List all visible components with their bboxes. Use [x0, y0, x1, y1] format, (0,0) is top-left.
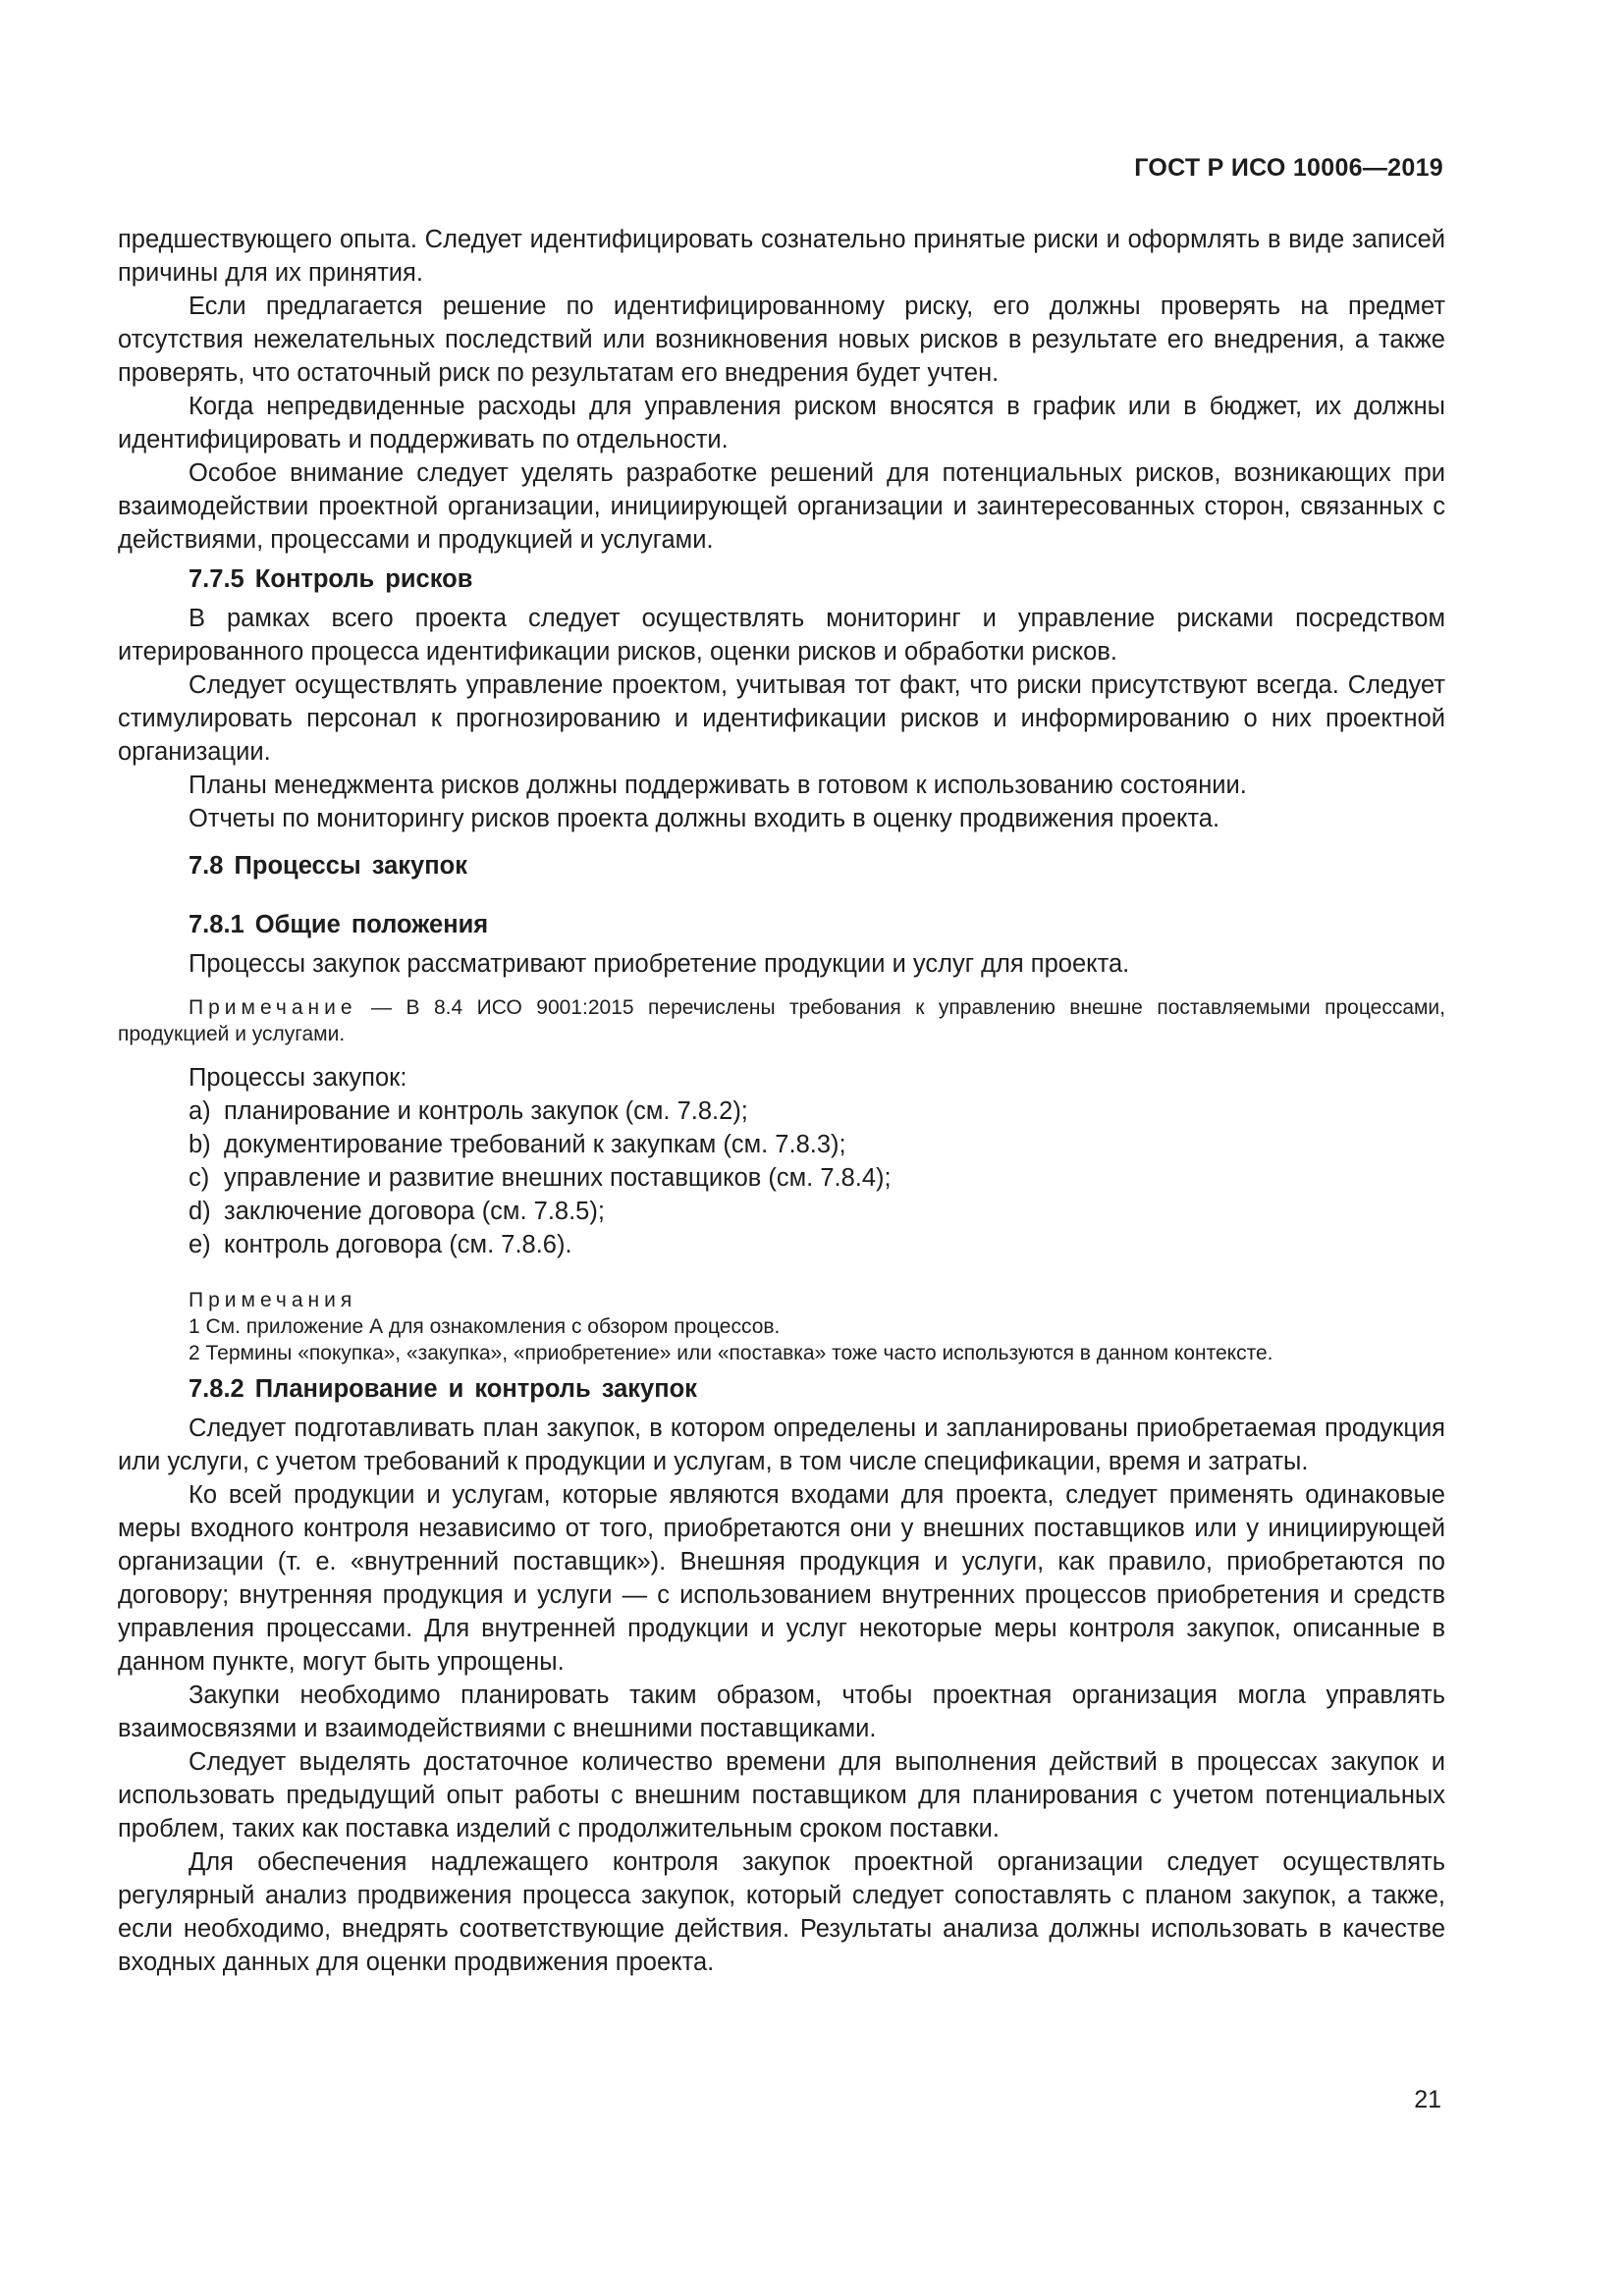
- page-content: [118, 223, 1445, 1979]
- list-item: [118, 1095, 1445, 1128]
- list-item: [118, 1195, 1445, 1228]
- list-item-text: управление и развитие внешних поставщиков (см. 7.8.4);: [224, 1164, 892, 1192]
- paragraph: Для обеспечения надлежащего контроля закупок проектной организации следует осуществлять регулярный анализ продвижения процесса закупок, который следует сопоставлять с планом закупок, а также, если необходимо, внедрять соответствующие действия. Результаты анализа должны использовать в качестве входных данных для оценки продвижения проекта.: [118, 1848, 1445, 1976]
- section-heading-7-8: 7.8 Процессы закупок: [189, 852, 467, 880]
- list-intro: Процессы закупок:: [189, 1064, 407, 1092]
- paragraph: Особое внимание следует уделять разработке решений для потенциальных рисков, возникающих при взаимодействии проектной организации, инициирующей организации и заинтересованных сторон, связанных с действиями, процессами и продукцией и услугами.: [118, 459, 1445, 554]
- page-number: 21: [1414, 2086, 1441, 2113]
- paragraph: Закупки необходимо планировать таким образом, чтобы проектная организация могла управлять взаимосвязями и взаимодействиями с внешними поставщиками.: [118, 1682, 1445, 1742]
- notes-title: Примечания: [189, 1289, 357, 1311]
- paragraph: В рамках всего проекта следует осуществлять мониторинг и управление рисками посредством итерированного процесса идентификации рисков, оценки рисков и обработки рисков.: [118, 605, 1445, 666]
- list-marker: a): [189, 1097, 211, 1125]
- list-item: [118, 1128, 1445, 1161]
- paragraph: Следует выделять достаточное количество времени для выполнения действий в процессах закупок и использовать предыдущий опыт работы с внешним поставщиком для планирования с учетом потенциальных проблем, таких как поставка изделий с продолжительным сроком поставки.: [118, 1748, 1445, 1842]
- procurement-list: [118, 1095, 1445, 1261]
- list-item-text: планирование и контроль закупок (см. 7.8.2);: [224, 1097, 748, 1125]
- note: [118, 994, 1445, 1047]
- list-item-text: заключение договора (см. 7.8.5);: [224, 1198, 605, 1225]
- paragraph: Ко всей продукции и услугам, которые являются входами для проекта, следует применять одинаковые меры входного контроля независимо от того, приобретаются они у внешних поставщиков или у инициирующей организации (т. е. «внутренний поставщик»). Внешняя продукция и услуги, как правило, приобретаются по договору; внутренняя продукция и услуги — с использованием внутренних процессов приобретения и средств управления процессами. Для внутренней продукции и услуг некоторые меры контроля закупок, описанные в данном пункте, могут быть упрощены.: [118, 1481, 1445, 1676]
- list-marker: e): [189, 1231, 211, 1258]
- note-item: 2 Термины «покупка», «закупка», «приобретение» или «поставка» тоже часто используются в данном контексте.: [189, 1342, 1273, 1364]
- paragraph: Следует подготавливать план закупок, в котором определены и запланированы приобретаемая продукция или услуги, с учетом требований к продукции и услугам, в том числе спецификации, время и затраты.: [118, 1415, 1445, 1475]
- list-marker: b): [189, 1131, 211, 1158]
- list-item: [118, 1228, 1445, 1261]
- note-text: — В 8.4 ИСО 9001:2015 перечислены требования к управлению внешне поставляемыми процессами, продукцией и услугами.: [118, 996, 1445, 1045]
- document-header: ГОСТ Р ИСО 10006—2019: [1134, 154, 1443, 182]
- note-item: 1 См. приложение А для ознакомления с обзором процессов.: [189, 1315, 781, 1338]
- list-marker: d): [189, 1198, 211, 1225]
- paragraph: Планы менеджмента рисков должны поддерживать в готовом к использованию состоянии.: [189, 772, 1247, 799]
- paragraph: предшествующего опыта. Следует идентифицировать сознательно принятые риски и оформлять в виде записей причины для их принятия.: [118, 226, 1445, 287]
- section-heading-7-8-1: 7.8.1 Общие положения: [189, 911, 489, 938]
- list-item: [118, 1161, 1445, 1195]
- paragraph: Процессы закупок рассматривают приобретение продукции и услуг для проекта.: [189, 950, 1130, 978]
- note-label: Примечание: [189, 996, 357, 1019]
- section-heading-7-8-2: 7.8.2 Планирование и контроль закупок: [189, 1375, 697, 1403]
- list-marker: c): [189, 1164, 210, 1192]
- paragraph: Следует осуществлять управление проектом, учитывая тот факт, что риски присутствуют всегда. Следует стимулировать персонал к прогнозированию и идентификации рисков и информированию о них проектной организации.: [118, 671, 1445, 766]
- list-item-text: документирование требований к закупкам (см. 7.8.3);: [224, 1131, 846, 1158]
- paragraph: Когда непредвиденные расходы для управления риском вносятся в график или в бюджет, их должны идентифицировать и поддерживать по отдельности.: [118, 393, 1445, 454]
- paragraph: Если предлагается решение по идентифицированному риску, его должны проверять на предмет отсутствия нежелательных последствий или возникновения новых рисков в результате его внедрения, а также проверять, что остаточный риск по результатам его внедрения будет учтен.: [118, 293, 1445, 387]
- paragraph: Отчеты по мониторингу рисков проекта должны входить в оценку продвижения проекта.: [189, 805, 1220, 832]
- list-item-text: контроль договора (см. 7.8.6).: [224, 1231, 572, 1258]
- section-heading-7-7-5: 7.7.5 Контроль рисков: [189, 565, 473, 593]
